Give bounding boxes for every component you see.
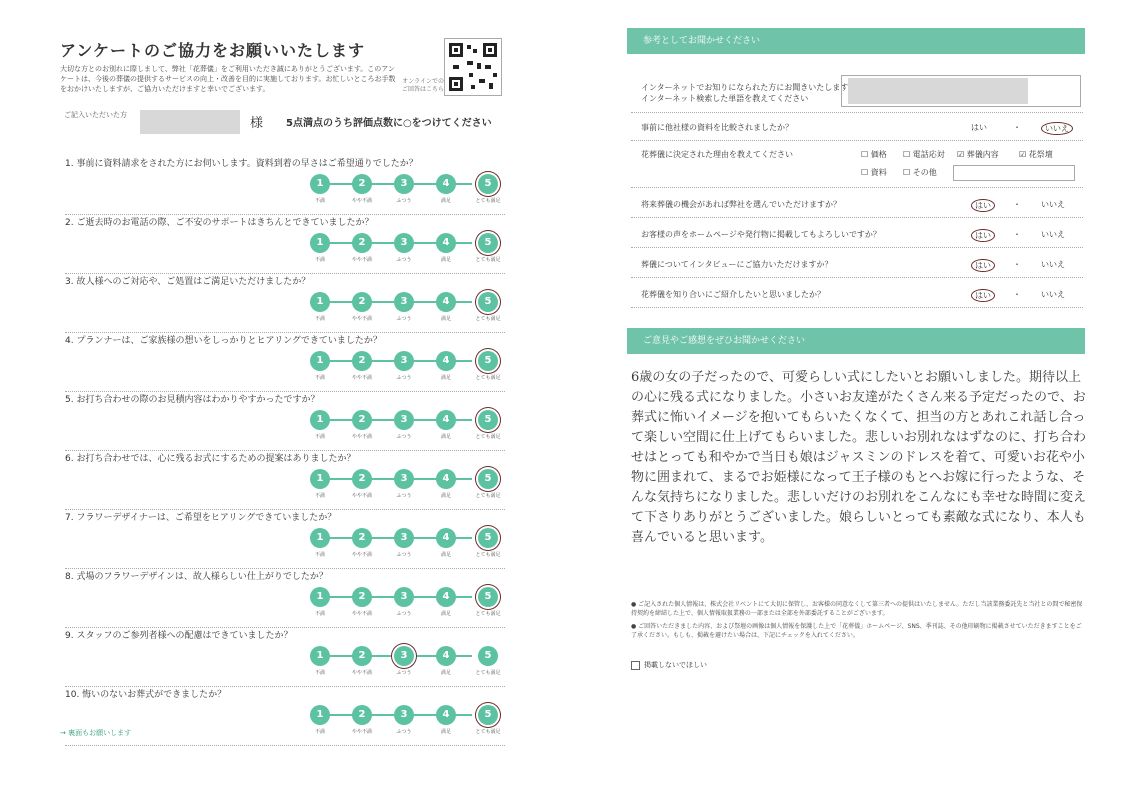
rating-option-5[interactable]: 5	[478, 292, 498, 312]
rating-scale	[310, 528, 501, 562]
answer-yes[interactable]: はい	[971, 259, 995, 272]
rating-label-3: ふつう	[396, 493, 412, 499]
survey-page-front	[40, 28, 520, 788]
honorific-sama: 様	[250, 116, 264, 131]
rating-scale	[310, 646, 501, 680]
rating-option-4[interactable]: 4	[436, 587, 456, 607]
question-text: 6. お打ち合わせでは、心に残るお式にするための提案はありましたか？	[65, 454, 356, 464]
qr-code-icon[interactable]	[444, 38, 502, 96]
rating-option-3[interactable]: 3	[394, 469, 414, 489]
rating-label-1: 不満	[314, 670, 325, 676]
rating-label-4: 満足	[440, 611, 451, 617]
rating-label-4: 満足	[440, 316, 451, 322]
rating-label-1: 不満	[314, 198, 325, 204]
rating-option-5[interactable]: 5	[478, 174, 498, 194]
rating-question-8	[65, 569, 505, 629]
rating-option-3[interactable]: 3	[394, 587, 414, 607]
compare-yes[interactable]: はい	[971, 123, 987, 132]
rating-label-4: 満足	[440, 198, 451, 204]
reason-content-checkbox[interactable]: ☑ 葬儀内容	[957, 150, 999, 159]
separator-dot: ・	[1013, 230, 1021, 239]
rating-label-4: 満足	[440, 434, 451, 440]
rating-option-1[interactable]: 1	[310, 587, 330, 607]
reason-question: 花葬儀に決定された理由を教えてください	[641, 150, 793, 159]
rating-label-5: とても満足	[475, 611, 501, 617]
search-keyword-redacted	[848, 78, 1028, 104]
optout-label: 掲載しないでほしい	[644, 661, 707, 669]
compare-question: 事前に他社様の資料を比較されましたか？	[641, 123, 793, 132]
rating-label-2: やや不満	[351, 611, 372, 617]
rating-option-5[interactable]: 5	[478, 410, 498, 430]
rating-label-2: やや不満	[351, 729, 372, 735]
question-text: 3. 故人様へのご対応や、ご処置はご満足いただけましたか？	[65, 277, 311, 287]
rating-option-5[interactable]: 5	[478, 233, 498, 253]
rating-label-1: 不満	[314, 375, 325, 381]
rating-label-2: やや不満	[351, 198, 372, 204]
rating-option-5[interactable]: 5	[478, 646, 498, 666]
rating-option-3[interactable]: 3	[394, 646, 414, 666]
answer-yes[interactable]: はい	[971, 289, 995, 302]
separator-dot: ・	[1013, 290, 1021, 299]
rating-question-2	[65, 215, 505, 275]
section-comments-title: ご意見やご感想をぜひお聞かせください	[627, 328, 1085, 354]
rating-option-3[interactable]: 3	[394, 528, 414, 548]
question-text: 8. 式場のフラワーデザインは、故人様らしい仕上がりでしたか？	[65, 572, 328, 582]
rating-question-5	[65, 392, 505, 452]
optout-option[interactable]	[631, 660, 707, 670]
survey-intro: 大切な方とのお別れに際しまして、弊社「花葬儀」をご利用いただき誠にありがとうございます。このアンケートは、今後の葬儀の提供するサービスの向上・改善を目的に実施しております。お忙しいところお手数をおかけいたしますが、ご協力いただけますと幸いでございます。	[60, 65, 396, 93]
respondent-name-redacted	[140, 110, 240, 134]
rating-question-4	[65, 333, 505, 393]
yes-no-question-text: 将来葬儀の機会があれば弊社を選んでいただけますか？	[641, 200, 841, 209]
rating-option-5[interactable]: 5	[478, 705, 498, 725]
compare-question-row	[631, 116, 1083, 141]
rating-scale	[310, 410, 501, 444]
rating-instruction: 5点満点のうち評価点数に○をつけてください	[286, 118, 492, 129]
respondent-name-row	[60, 106, 500, 136]
answer-no[interactable]: いいえ	[1041, 290, 1065, 299]
section-reference-title: 参考としてお聞かせください	[627, 28, 1085, 54]
question-text: 10. 悔いのないお葬式ができましたか？	[65, 690, 227, 700]
reason-question-row	[631, 143, 1083, 188]
rating-option-3[interactable]: 3	[394, 233, 414, 253]
rating-label-1: 不満	[314, 729, 325, 735]
rating-question-9	[65, 628, 505, 688]
rating-scale	[310, 587, 501, 621]
rating-option-4[interactable]: 4	[436, 469, 456, 489]
divider	[65, 745, 505, 746]
rating-option-4[interactable]: 4	[436, 174, 456, 194]
rating-scale	[310, 351, 501, 385]
rating-label-2: やや不満	[351, 670, 372, 676]
rating-scale	[310, 174, 501, 208]
rating-label-2: やや不満	[351, 316, 372, 322]
see-back-note: → 裏面もお願いします	[60, 729, 132, 737]
rating-label-4: 満足	[440, 670, 451, 676]
qr-caption: オンラインでのご回答はこちら	[401, 78, 444, 93]
rating-label-1: 不満	[314, 434, 325, 440]
privacy-notice-1: ● ご記入された個人情報は、株式会社リベントにて大切に保管し、お客様の同意なくして第三者への提供はいたしません。ただし当該業務委託先と当社との間で秘密保持契約を締結した上で、個人情報取扱業務の一部または全部を外部委託することがございます。	[631, 601, 1083, 617]
rating-question-1	[65, 156, 505, 216]
question-text: 7. フラワーデザイナーは、ご希望をヒアリングできていましたか？	[65, 513, 337, 523]
rating-option-5[interactable]: 5	[478, 587, 498, 607]
rating-scale	[310, 469, 501, 503]
rating-label-1: 不満	[314, 316, 325, 322]
question-text: 5. お打ち合わせの際のお見積内容はわかりやすかったですか？	[65, 395, 320, 405]
rating-label-1: 不満	[314, 611, 325, 617]
rating-label-2: やや不満	[351, 552, 372, 558]
question-text: 9. スタッフのご参列者様への配慮はできていましたか？	[65, 631, 293, 641]
reason-material-checkbox[interactable]: ☐ 資料	[861, 168, 887, 177]
rating-option-2[interactable]: 2	[352, 351, 372, 371]
rating-label-1: 不満	[314, 257, 325, 263]
privacy-notice-2: ● ご回答いただきました内容、および祭壇の画像は個人情報を保護した上で「花葬儀」ホームページ、SNS、季刊誌、その他印刷物に掲載させていただきますことをご了承ください。もしも、掲載を避けたい場合は、下記にチェックを入れてください。	[631, 623, 1082, 639]
rating-label-2: やや不満	[351, 434, 372, 440]
reason-phone-checkbox[interactable]: ☐ 電話応対	[903, 150, 945, 159]
answer-no[interactable]: いいえ	[1041, 230, 1065, 239]
reason-price-checkbox[interactable]: ☐ 価格	[861, 150, 887, 159]
reason-flower-altar-checkbox[interactable]: ☑ 花祭壇	[1019, 150, 1053, 159]
rating-scale	[310, 705, 501, 739]
rating-option-4[interactable]: 4	[436, 646, 456, 666]
rating-label-3: ふつう	[396, 316, 412, 322]
rating-label-2: やや不満	[351, 493, 372, 499]
rating-label-5: とても満足	[475, 434, 501, 440]
yes-no-question-text: 花葬儀を知り合いにご紹介したいと思いましたか？	[641, 290, 825, 299]
rating-option-2[interactable]: 2	[352, 528, 372, 548]
search-keyword-row	[631, 72, 1083, 113]
rating-label-3: ふつう	[396, 198, 412, 204]
rating-option-1[interactable]: 1	[310, 233, 330, 253]
rating-option-2[interactable]: 2	[352, 174, 372, 194]
rating-label-3: ふつう	[396, 552, 412, 558]
reason-other-checkbox[interactable]: ☐ その他	[903, 168, 937, 177]
rating-label-4: 満足	[440, 493, 451, 499]
separator-dot: ・	[1013, 260, 1021, 269]
rating-label-3: ふつう	[396, 434, 412, 440]
rating-label-3: ふつう	[396, 257, 412, 263]
rating-option-1[interactable]: 1	[310, 469, 330, 489]
answer-no[interactable]: いいえ	[1041, 200, 1065, 209]
rating-label-5: とても満足	[475, 375, 501, 381]
yes-no-question-text: お客様の声をホームページや発行物に掲載してもよろしいですか？	[641, 230, 881, 239]
rating-label-5: とても満足	[475, 729, 501, 735]
rating-label-5: とても満足	[475, 198, 501, 204]
question-text: 1. 事前に資料請求をされた方にお伺いします。資料到着の早さはご希望通りでしたか？	[65, 159, 418, 169]
rating-option-1[interactable]: 1	[310, 705, 330, 725]
rating-label-2: やや不満	[351, 257, 372, 263]
rating-label-5: とても満足	[475, 670, 501, 676]
rating-label-1: 不満	[314, 552, 325, 558]
rating-option-2[interactable]: 2	[352, 705, 372, 725]
rating-label-3: ふつう	[396, 375, 412, 381]
yes-no-question-3	[631, 253, 1083, 278]
yes-no-question-4	[631, 283, 1083, 308]
rating-option-3[interactable]: 3	[394, 174, 414, 194]
rating-question-6	[65, 451, 505, 511]
question-text: 2. ご逝去時のお電話の際、ご不安のサポートはきちんとできていましたか？	[65, 218, 374, 228]
reason-other-field[interactable]	[953, 165, 1075, 181]
rating-label-1: 不満	[314, 493, 325, 499]
rating-option-5[interactable]: 5	[478, 469, 498, 489]
rating-scale	[310, 292, 501, 326]
answer-yes[interactable]: はい	[971, 199, 995, 212]
compare-no-selected[interactable]: いいえ	[1041, 122, 1073, 135]
rating-option-5[interactable]: 5	[478, 351, 498, 371]
rating-label-5: とても満足	[475, 493, 501, 499]
rating-label-2: やや不満	[351, 375, 372, 381]
rating-label-3: ふつう	[396, 670, 412, 676]
rating-label-5: とても満足	[475, 552, 501, 558]
optout-checkbox[interactable]	[631, 661, 640, 670]
rating-label-4: 満足	[440, 257, 451, 263]
separator-dot: ・	[1013, 200, 1021, 209]
rating-option-4[interactable]: 4	[436, 410, 456, 430]
rating-option-4[interactable]: 4	[436, 705, 456, 725]
yes-no-question-text: 葬儀についてインタビューにご協力いただけますか？	[641, 260, 833, 269]
rating-label-5: とても満足	[475, 257, 501, 263]
handwritten-comment: 6歳の女の子だったので、可愛らしい式にしたいとお願いしました。期待以上の心に残る式になりました。小さいお友達がたくさん来る予定だったので、お葬式に怖いイメージを抱いてもらいたくなくて、担当の方とあれこれ話し合って楽しい空間に仕上げてもらいました。悲しいお別れなはずなのに、打ち合わせはとっても和やかで当日も娘はジャスミンのドレスを着て、可愛いお花や小物に囲まれて、まるでお姫様になって王子様のもとへお嫁に行ったような、そんな気持ちになりました。悲しいだけのお別れをこんなにも幸せな時間に変えて下さりありがとうございました。娘らしいとっても素敵な式になり、本人も喜んでいると思います。	[631, 370, 1087, 545]
answer-yes[interactable]: はい	[971, 229, 995, 242]
rating-label-4: 満足	[440, 552, 451, 558]
rating-label-3: ふつう	[396, 729, 412, 735]
rating-option-2[interactable]: 2	[352, 469, 372, 489]
yes-no-question-2	[631, 223, 1083, 248]
rating-option-1[interactable]: 1	[310, 174, 330, 194]
rating-option-2[interactable]: 2	[352, 646, 372, 666]
rating-option-4[interactable]: 4	[436, 233, 456, 253]
rating-option-1[interactable]: 1	[310, 646, 330, 666]
rating-option-3[interactable]: 3	[394, 351, 414, 371]
rating-option-2[interactable]: 2	[352, 410, 372, 430]
rating-option-5[interactable]: 5	[478, 528, 498, 548]
separator-dot: ・	[1013, 123, 1021, 132]
rating-option-1[interactable]: 1	[310, 410, 330, 430]
rating-label-3: ふつう	[396, 611, 412, 617]
answer-no[interactable]: いいえ	[1041, 260, 1065, 269]
rating-option-4[interactable]: 4	[436, 528, 456, 548]
rating-option-2[interactable]: 2	[352, 587, 372, 607]
rating-question-3	[65, 274, 505, 334]
rating-option-3[interactable]: 3	[394, 410, 414, 430]
privacy-notice	[631, 600, 1083, 640]
rating-option-1[interactable]: 1	[310, 292, 330, 312]
search-keyword-question: インターネットでお知りになられた方にお聞きいたします インターネット検索した単語を教えてください	[641, 83, 849, 103]
rating-option-1[interactable]: 1	[310, 528, 330, 548]
rating-question-7	[65, 510, 505, 570]
rating-scale	[310, 233, 501, 267]
rating-option-4[interactable]: 4	[436, 292, 456, 312]
survey-page-back	[615, 28, 1115, 788]
rating-option-4[interactable]: 4	[436, 351, 456, 371]
yes-no-question-1	[631, 193, 1083, 218]
survey-title: アンケートのご協力をお願いいたします	[60, 41, 366, 60]
rating-label-4: 満足	[440, 375, 451, 381]
rating-option-3[interactable]: 3	[394, 705, 414, 725]
respondent-name-label: ご記入いただいた方	[64, 111, 127, 119]
rating-label-4: 満足	[440, 729, 451, 735]
rating-option-2[interactable]: 2	[352, 233, 372, 253]
rating-option-2[interactable]: 2	[352, 292, 372, 312]
rating-option-3[interactable]: 3	[394, 292, 414, 312]
search-keyword-field[interactable]	[841, 75, 1081, 107]
rating-label-5: とても満足	[475, 316, 501, 322]
rating-question-10	[65, 687, 505, 747]
question-text: 4. プランナーは、ご家族様の想いをしっかりとヒアリングできていましたか？	[65, 336, 382, 346]
rating-option-1[interactable]: 1	[310, 351, 330, 371]
